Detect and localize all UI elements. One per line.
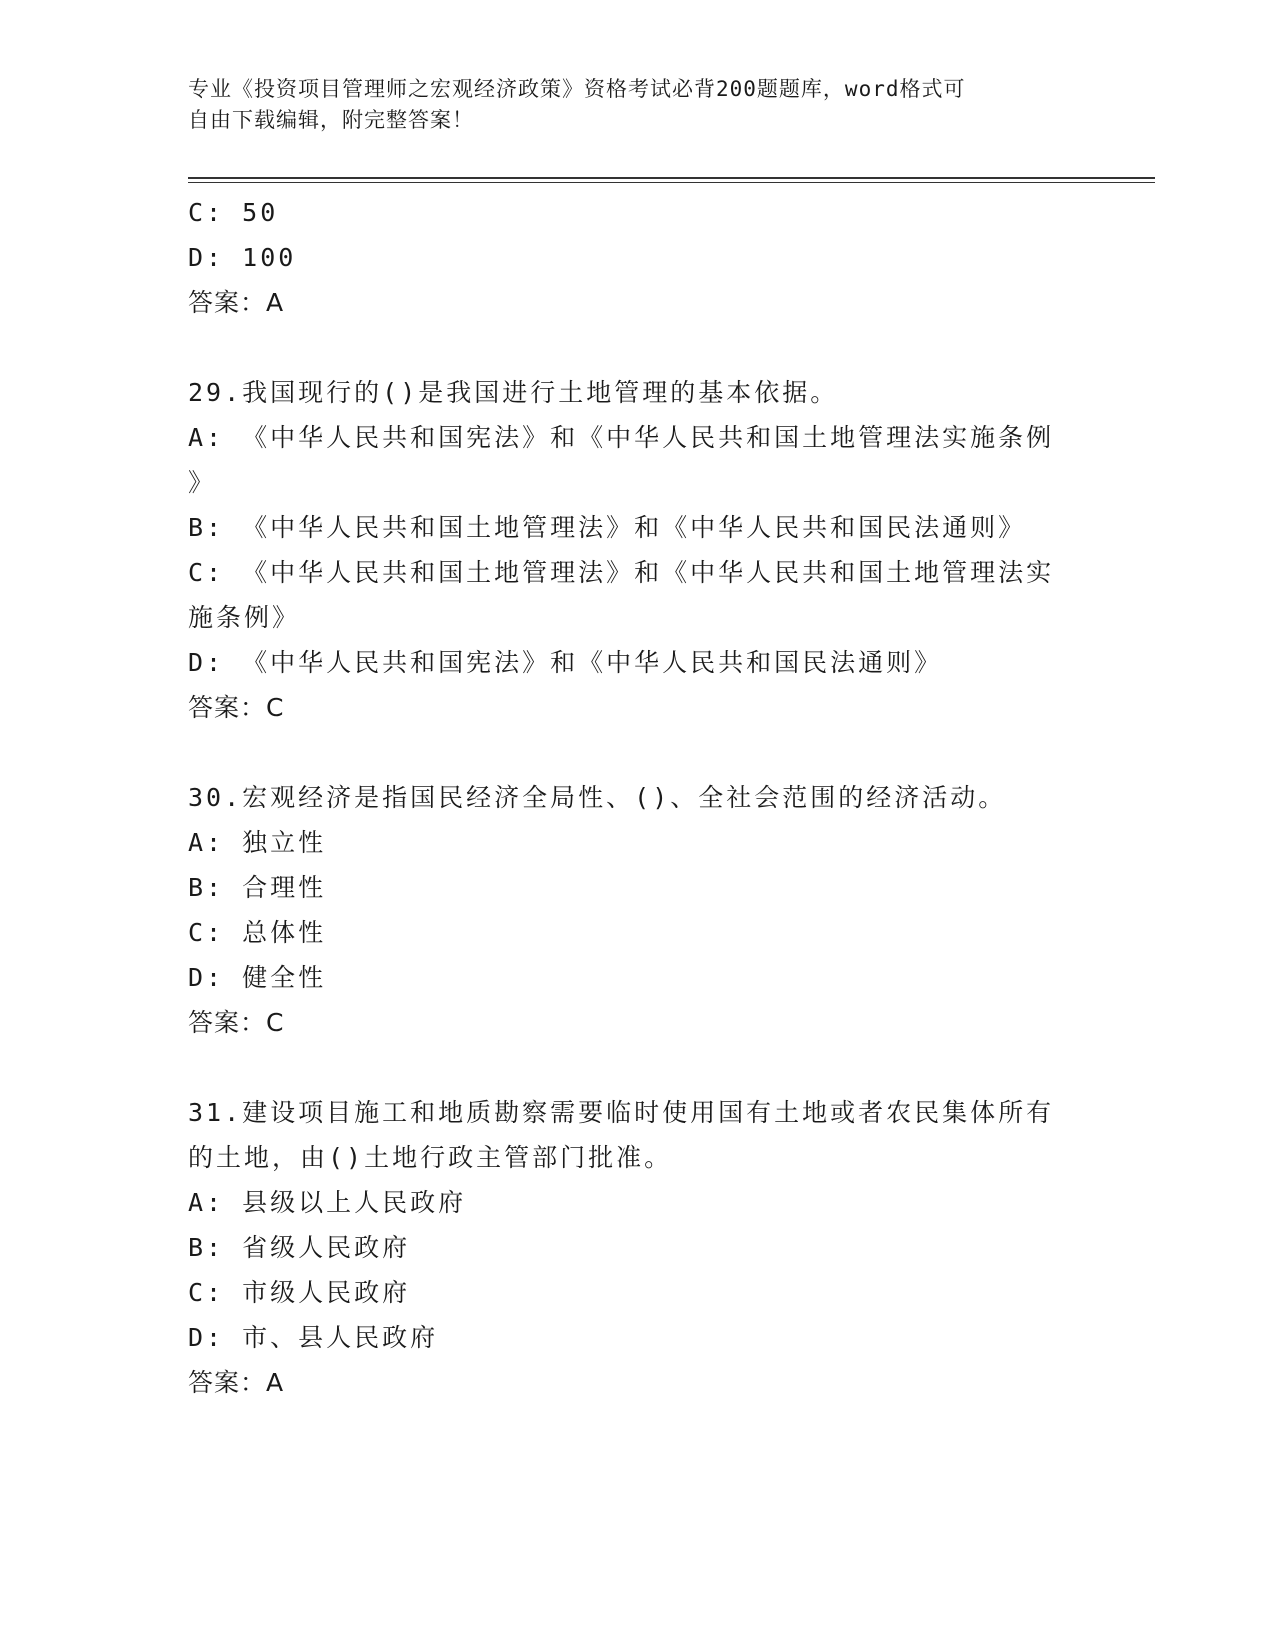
option-b: B: 合理性 bbox=[188, 873, 327, 902]
option-a-continued: 》 bbox=[188, 468, 217, 497]
header-line-2: 自由下载编辑，附完整答案！ bbox=[188, 108, 474, 132]
option-b: B: 省级人民政府 bbox=[188, 1233, 411, 1262]
option-c-continued: 施条例》 bbox=[188, 603, 301, 632]
option-b: B: 《中华人民共和国土地管理法》和《中华人民共和国民法通则》 bbox=[188, 513, 1027, 542]
question-30 bbox=[188, 775, 1088, 1045]
answer: 答案：C bbox=[188, 1008, 285, 1037]
question-31 bbox=[188, 1090, 1088, 1405]
question-stem: 31.建设项目施工和地质勘察需要临时使用国有土地或者农民集体所有 bbox=[188, 1098, 1055, 1127]
option-c: C: 50 bbox=[188, 198, 279, 227]
option-d: D: 100 bbox=[188, 243, 297, 272]
question-28-tail bbox=[188, 190, 1088, 325]
question-stem-continued: 的土地，由()土地行政主管部门批准。 bbox=[188, 1143, 673, 1172]
document-header bbox=[188, 74, 1068, 136]
option-d: D: 《中华人民共和国宪法》和《中华人民共和国民法通则》 bbox=[188, 648, 943, 677]
answer: 答案：A bbox=[188, 1368, 285, 1397]
option-d: D: 市、县人民政府 bbox=[188, 1323, 439, 1352]
header-line-1: 专业《投资项目管理师之宏观经济政策》资格考试必背200题题库，word格式可 bbox=[188, 77, 966, 101]
spacer bbox=[188, 1045, 1088, 1090]
spacer bbox=[188, 325, 1088, 370]
header-rule-thin bbox=[188, 182, 1155, 183]
option-a: A: 独立性 bbox=[188, 828, 327, 857]
option-d: D: 健全性 bbox=[188, 963, 327, 992]
answer: 答案：A bbox=[188, 288, 285, 317]
option-c: C: 市级人民政府 bbox=[188, 1278, 411, 1307]
header-rule-thick bbox=[188, 177, 1155, 179]
option-a: A: 县级以上人民政府 bbox=[188, 1188, 467, 1217]
question-29 bbox=[188, 370, 1088, 730]
answer: 答案：C bbox=[188, 693, 285, 722]
option-c: C: 《中华人民共和国土地管理法》和《中华人民共和国土地管理法实 bbox=[188, 558, 1055, 587]
option-a: A: 《中华人民共和国宪法》和《中华人民共和国土地管理法实施条例 bbox=[188, 423, 1055, 452]
question-stem: 29.我国现行的()是我国进行土地管理的基本依据。 bbox=[188, 378, 839, 407]
question-content bbox=[188, 190, 1088, 1405]
spacer bbox=[188, 730, 1088, 775]
question-stem: 30.宏观经济是指国民经济全局性、()、全社会范围的经济活动。 bbox=[188, 783, 1007, 812]
option-c: C: 总体性 bbox=[188, 918, 327, 947]
